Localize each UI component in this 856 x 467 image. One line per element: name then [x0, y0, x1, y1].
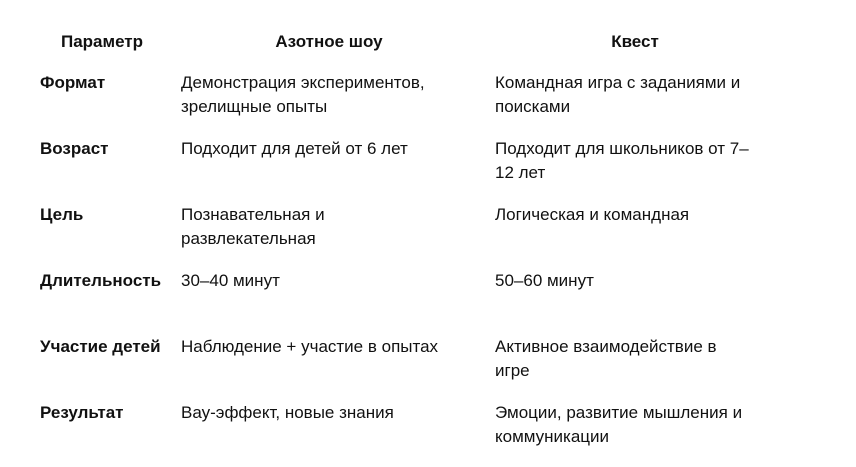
- row-param: Возраст: [40, 139, 109, 158]
- row-param: Длительность: [40, 271, 162, 290]
- row-show: Наблюдение + участие в опытах: [181, 337, 439, 356]
- row-show: Подходит для детей от 6 лет: [181, 139, 408, 158]
- row-quest: Эмоции, развитие мышления и коммуникации: [495, 403, 743, 446]
- row-quest: 50–60 минут: [495, 271, 594, 290]
- row-show: Познавательная и развлекательная: [181, 205, 325, 248]
- header-show: Азотное шоу: [275, 32, 383, 51]
- row-param: Участие детей: [40, 337, 161, 356]
- header-param: Параметр: [60, 32, 144, 51]
- row-show: Демонстрация экспериментов, зрелищные опыты: [181, 73, 425, 116]
- row-show: 30–40 минут: [181, 271, 280, 290]
- row-param: Цель: [40, 205, 84, 224]
- row-quest: Активное взаимодействие в игре: [495, 337, 717, 380]
- header-quest: Квест: [611, 32, 659, 51]
- row-quest: Подходит для школьников от 7–12 лет: [495, 139, 749, 182]
- row-show: Вау-эффект, новые знания: [181, 403, 394, 422]
- row-param: Результат: [40, 403, 124, 422]
- row-quest: Командная игра с заданиями и поисками: [495, 73, 741, 116]
- row-quest: Логическая и командная: [495, 205, 690, 224]
- row-param: Формат: [40, 73, 106, 92]
